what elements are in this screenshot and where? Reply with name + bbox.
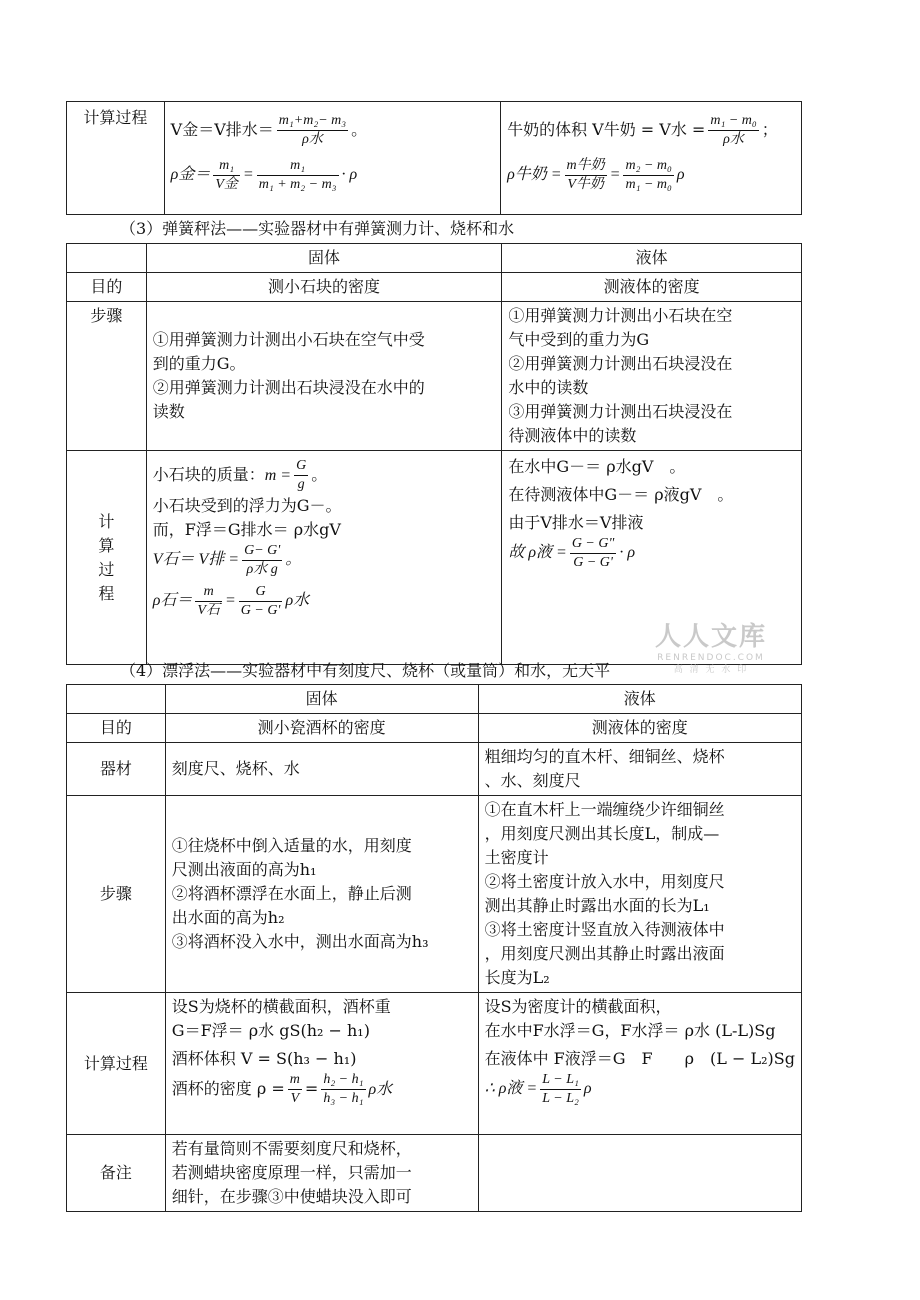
- row-label-calc: 计算过程: [67, 102, 165, 215]
- purpose-liquid: 测液体的密度: [478, 714, 801, 743]
- steps-label: 步骤: [67, 302, 147, 451]
- gold-density-formula: ρ金＝ $\frac{\text{m₁}}{\text{V金}}$ = $\frac{\text{m₁}}{\text{m₁ + m₂ − m₃}}$ · ρ: [170, 158, 358, 192]
- spring-scale-table: [66, 243, 802, 665]
- header-solid: 固体: [165, 685, 478, 714]
- cup-density-formula: 酒杯的密度 ρ = $\frac{m}{V}$ = $\frac{\text{h₂ − h₁}}{\text{h₃ − h₁}}$ ρ水: [171, 1072, 393, 1106]
- purpose-label: 目的: [67, 273, 147, 302]
- header-liquid: 液体: [478, 685, 801, 714]
- gold-calc-cell: [164, 102, 500, 215]
- milk-density-formula: ρ牛奶 = $\frac{\text{m牛奶}}{\text{V牛奶}}$ = $\frac{\text{m₂ − m₀}}{\text{m₁ − m₀}}$ ρ: [507, 158, 685, 192]
- floating-method-table: [66, 684, 802, 1212]
- calc-label-vertical: 计 算 过 程: [67, 451, 147, 665]
- section4-caption: （4）漂浮法——实验器材中有刻度尺、烧杯（或量筒）和水，无天平: [120, 661, 611, 680]
- equipment-liquid: 粗细均匀的直木杆、细铜丝、烧杯 、水、刻度尺: [478, 743, 801, 796]
- calc-table-top: [66, 101, 802, 215]
- stone-mass-formula: 小石块的质量：m = $\frac{G}{g}$ 。: [152, 458, 328, 492]
- section3-caption: （3）弹簧秤法——实验器材中有弹簧测力计、烧杯和水: [120, 219, 515, 238]
- purpose-solid: 测小石块的密度: [146, 273, 502, 302]
- steps-solid: ①用弹簧测力计测出小石块在空气中受 到的重力G。 ②用弹簧测力计测出石块浸没在水中的 读数: [146, 302, 502, 451]
- purpose-liquid: 测液体的密度: [502, 273, 802, 302]
- header-empty: [67, 244, 147, 273]
- note-label: 备注: [67, 1135, 166, 1212]
- hydrometer-density-formula: ∴ ρ液 = $\frac{\text{L − L₁}}{\text{L − L₂}}$ ρ: [484, 1072, 592, 1106]
- steps-liquid: ①在直木杆上一端缠绕少许细铜丝 ，用刻度尺测出其长度L，制成— 土密度计 ②将土密度计放入水中，用刻度尺 测出其静止时露出水面的长为L₁ ③将土密度计竖直放入待测液体中 ，用刻度尺测出其静止时露出液面 长度为L₂: [478, 796, 801, 993]
- header-empty: [67, 685, 166, 714]
- equipment-solid: 刻度尺、烧杯、水: [165, 743, 478, 796]
- calc-liquid: 在水中G－＝ ρ水gV 。 在待测液体中G－＝ ρ液gV 。 由于V排水＝V排液 故 ρ液 = $\frac{G - G"}{G - G'}$ · ρ: [502, 451, 802, 665]
- calc-solid: 设S为烧杯的横截面积，酒杯重 G＝F浮＝ ρ水 gS(h₂ − h₁) 酒杯体积 V = S(h₃ − h₁) 酒杯的密度 ρ = $\frac{m}{V}$ = $\frac{\text{h₂ − h₁}}{\text{h₃ − h₁}}$ ρ水: [165, 993, 478, 1135]
- calc-liquid: 设S为密度计的横截面积， 在水中F水浮＝G，F水浮＝ ρ水 (L-L)Sg 在液体中 F液浮＝G F ρ (L − L₂)Sg ∴ ρ液 = $\frac{\text{L − L₁}}{\text{L − L₂}}$ ρ: [478, 993, 801, 1135]
- steps-liquid: ①用弹簧测力计测出小石块在空 气中受到的重力为G ②用弹簧测力计测出石块浸没在 水中的读数 ③用弹簧测力计测出石块浸没在 待测液体中的读数: [502, 302, 802, 451]
- gold-volume-formula: V金＝V排水＝ $\frac{\text{m₁+m₂− m₃}}{\text{ρ水}}$ 。: [170, 113, 368, 147]
- renrendoc-watermark: 人人文库 RENRENDOC.COM 高 清 无 水 印: [654, 622, 767, 675]
- stone-volume-formula: V石＝ V排 = $\frac{G- G'}{\text{ρ水 g}}$ 。: [152, 543, 302, 577]
- purpose-solid: 测小瓷酒杯的密度: [165, 714, 478, 743]
- header-solid: 固体: [146, 244, 502, 273]
- steps-label: 步骤: [67, 796, 166, 993]
- milk-volume-formula: 牛奶的体积 V牛奶 = V水 = $\frac{\text{m₁ − m₀}}{\text{ρ水}}$ ；: [507, 113, 778, 147]
- equipment-label: 器材: [67, 743, 166, 796]
- steps-solid: ①往烧杯中倒入适量的水，用刻度 尺测出液面的高为h₁ ②将酒杯漂浮在水面上，静止后测 出水面的高为h₂ ③将酒杯没入水中，测出水面高为h₃: [165, 796, 478, 993]
- stone-density-formula: ρ石＝ $\frac{m}{\text{V石}}$ = $\frac{G}{G - G'}$ ρ水: [152, 584, 310, 618]
- liquid-density-formula: 故 ρ液 = $\frac{G - G"}{G - G'}$ · ρ: [508, 536, 636, 570]
- note-liquid: [478, 1135, 801, 1212]
- milk-calc-cell: [501, 102, 802, 215]
- note-solid: 若有量筒则不需要刻度尺和烧杯， 若测蜡块密度原理一样，只需加一 细针，在步骤③中使蜡块没入即可: [165, 1135, 478, 1212]
- calc-label: 计算过程: [67, 993, 166, 1135]
- purpose-label: 目的: [67, 714, 166, 743]
- header-liquid: 液体: [502, 244, 802, 273]
- calc-solid: 小石块的质量：m = $\frac{G}{g}$ 。 小石块受到的浮力为G－。 而，F浮＝G排水＝ ρ水gV V石＝ V排 = $\frac{G- G'}{\text{ρ水 g}}$ 。 ρ石＝ $\frac{m}{\text{V石}}$ = $\frac{G}{G - G'}$ ρ水: [146, 451, 502, 665]
